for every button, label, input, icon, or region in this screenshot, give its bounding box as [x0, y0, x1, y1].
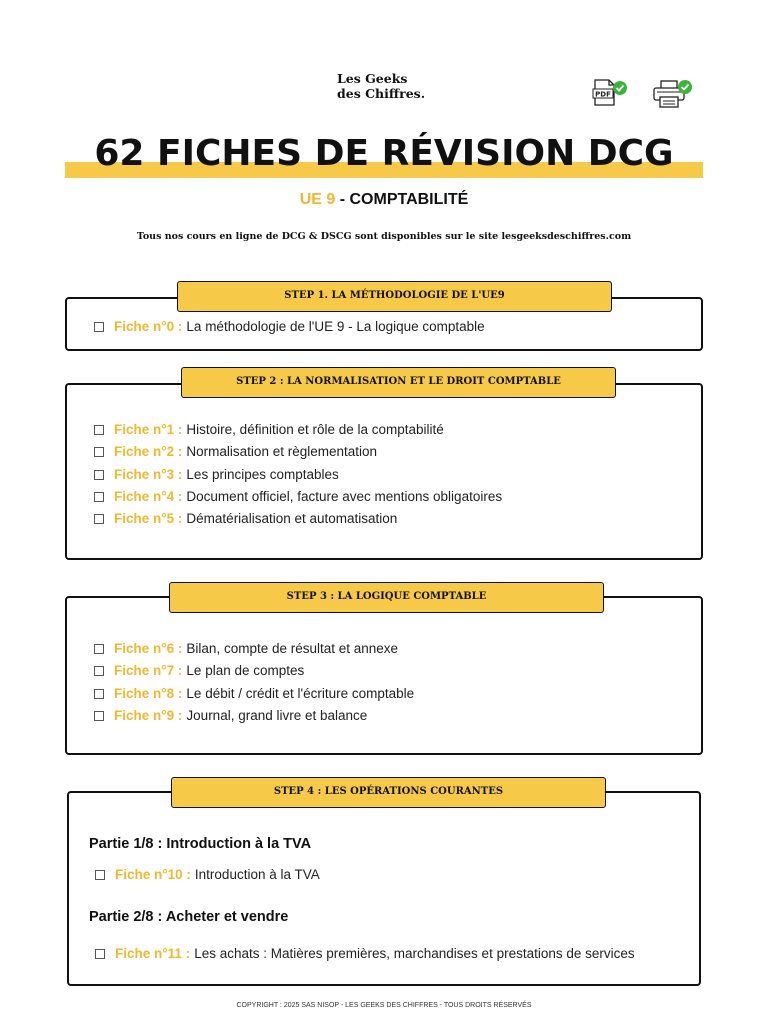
page-title: 62 FICHES DE RÉVISION DCG [94, 133, 674, 174]
fiche-title: Dématérialisation et automatisation [186, 511, 398, 526]
fiche-number: Fiche n°3 : [114, 467, 183, 482]
subtitle-dash: - [335, 191, 350, 208]
checkbox[interactable] [94, 492, 104, 502]
step-4-label: STEP 4 : LES OPÉRATIONS COURANTES [171, 777, 606, 808]
fiche-title: Le débit / crédit et l'écriture comptable [186, 686, 415, 701]
fiche-title: Le plan de comptes [186, 663, 305, 678]
fiche-0[interactable] [94, 319, 485, 334]
fiche-title: Les principes comptables [186, 467, 339, 482]
checkbox[interactable] [94, 711, 104, 721]
checkbox[interactable] [94, 666, 104, 676]
fiche-title: Journal, grand livre et balance [186, 708, 368, 723]
fiche-title: Document officiel, facture avec mentions obligatoires [186, 489, 503, 504]
checkbox[interactable] [95, 870, 105, 880]
svg-text:PDF: PDF [595, 90, 611, 99]
partie-1-title: Partie 1/8 : Introduction à la TVA [89, 836, 312, 852]
subtitle-ue: UE 9 [299, 191, 336, 208]
fiche-6[interactable] [94, 641, 398, 656]
fiche-number: Fiche n°7 : [114, 663, 183, 678]
fiche-5[interactable] [94, 511, 397, 526]
fiche-number: Fiche n°4 : [114, 489, 183, 504]
fiche-3[interactable] [94, 467, 339, 482]
logo-line-2: des Chiffres. [337, 86, 426, 101]
checkbox[interactable] [94, 514, 104, 524]
fiche-title: Introduction à la TVA [194, 867, 320, 882]
checkbox[interactable] [94, 644, 104, 654]
fiche-number: Fiche n°11 : [115, 946, 191, 961]
checkbox[interactable] [94, 689, 104, 699]
fiche-number: Fiche n°0 : [114, 319, 183, 334]
fiche-11[interactable] [95, 946, 635, 961]
pdf-check-icon[interactable] [592, 78, 628, 108]
fiche-number: Fiche n°8 : [114, 686, 183, 701]
fiche-number: Fiche n°6 : [114, 641, 183, 656]
fiche-number: Fiche n°1 : [114, 422, 183, 437]
fiche-number: Fiche n°5 : [114, 511, 183, 526]
fiche-9[interactable] [94, 708, 367, 723]
fiche-8[interactable] [94, 686, 414, 701]
printer-check-icon[interactable] [652, 78, 694, 110]
logo-line-1: Les Geeks [337, 71, 408, 86]
subtitle [0, 191, 768, 209]
partie-2-title: Partie 2/8 : Acheter et vendre [89, 909, 289, 925]
fiche-number: Fiche n°2 : [114, 444, 183, 459]
fiche-title: Bilan, compte de résultat et annexe [186, 641, 399, 656]
checkbox[interactable] [94, 425, 104, 435]
copyright-footer: COPYRIGHT : 2025 SAS NISOP - LES GEEKS DES CHIFFRES - TOUS DROITS RÉSERVÉS [236, 1002, 532, 1009]
fiche-title: Histoire, définition et rôle de la comptabilité [186, 422, 444, 437]
fiche-number: Fiche n°9 : [114, 708, 183, 723]
intro-text: Tous nos cours en ligne de DCG & DSCG sont disponibles sur le site lesgeeksdeschiffres.com [136, 231, 632, 242]
checkbox[interactable] [94, 447, 104, 457]
subtitle-name: COMPTABILITÉ [349, 191, 469, 208]
fiche-7[interactable] [94, 663, 304, 678]
fiche-4[interactable] [94, 489, 502, 504]
fiche-title: La méthodologie de l'UE 9 - La logique comptable [186, 319, 485, 334]
step-2-label: STEP 2 : LA NORMALISATION ET LE DROIT COMPTABLE [181, 367, 616, 398]
checkbox[interactable] [95, 949, 105, 959]
fiche-1[interactable] [94, 422, 444, 437]
step-1-label: STEP 1. LA MÉTHODOLOGIE DE L'UE9 [177, 281, 612, 312]
checkbox[interactable] [94, 470, 104, 480]
fiche-title: Normalisation et règlementation [186, 444, 378, 459]
fiche-title: Les achats : Matières premières, marchandises et prestations de services [194, 946, 635, 961]
brand-logo [337, 71, 425, 101]
checkbox[interactable] [94, 322, 104, 332]
fiche-10[interactable] [95, 867, 320, 882]
fiche-2[interactable] [94, 444, 377, 459]
fiche-number: Fiche n°10 : [115, 867, 191, 882]
step-3-label: STEP 3 : LA LOGIQUE COMPTABLE [169, 582, 604, 613]
